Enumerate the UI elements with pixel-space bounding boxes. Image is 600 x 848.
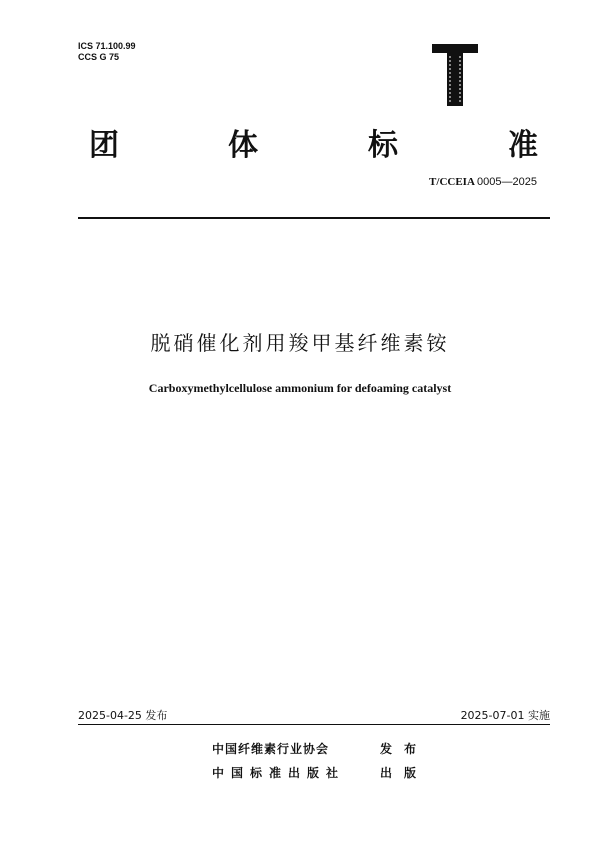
category-char-3: 标 bbox=[368, 128, 398, 163]
ccs-code: CCS G 75 bbox=[78, 52, 120, 62]
title-chinese: 脱硝催化剂用羧甲基纤维素铵 bbox=[150, 331, 450, 355]
standard-number bbox=[429, 175, 537, 189]
publish-date: 2025-04-25 发布 bbox=[78, 709, 168, 722]
title-english: Carboxymethylcellulose ammonium for defoaming catalyst bbox=[148, 381, 452, 395]
publisher-action: 发布 bbox=[380, 742, 429, 756]
category-char-4: 准 bbox=[508, 128, 538, 163]
top-divider bbox=[78, 217, 550, 219]
category-char-1: 团 bbox=[89, 128, 119, 163]
ics-code: ICS 71.100.99 bbox=[78, 41, 136, 51]
category-char-2: 体 bbox=[228, 128, 258, 163]
standard-code: 0005—2025 bbox=[477, 176, 537, 188]
standard-t-logo bbox=[432, 44, 478, 106]
implement-date: 2025-07-01 实施 bbox=[460, 709, 550, 722]
press-name: 中国标准出版社 bbox=[212, 766, 346, 780]
press-action: 出版 bbox=[380, 766, 429, 780]
bottom-divider bbox=[78, 724, 550, 725]
standard-prefix: T/CCEIA bbox=[429, 176, 478, 188]
publisher-organization: 中国纤维素行业协会 bbox=[212, 742, 330, 756]
